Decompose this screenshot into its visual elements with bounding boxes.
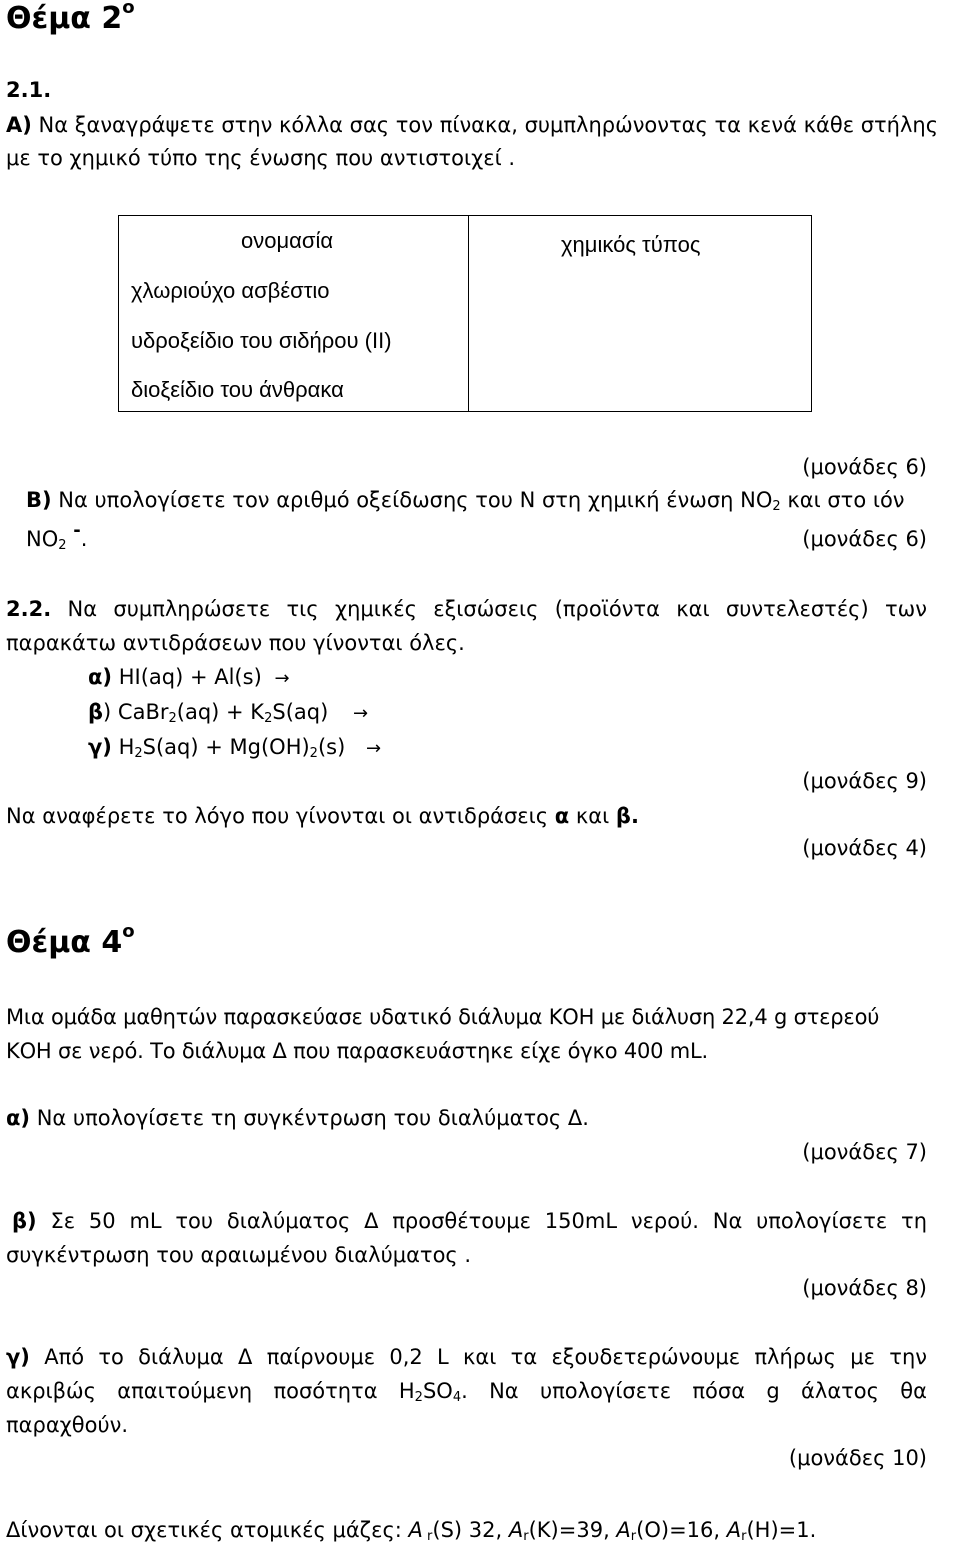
reaction-b-paren: ) — [103, 700, 112, 724]
reaction-a-label: α) — [88, 665, 113, 689]
qc-points: (μονάδες 10) — [788, 1446, 927, 1470]
reaction-a — [88, 665, 290, 690]
q22-line2: παρακάτω αντιδράσεων που γίνονται όλες. — [6, 631, 465, 655]
given-text: Δίνονται οι σχετικές ατομικές μάζες: — [6, 1518, 409, 1542]
table-row-name: υδροξείδιο του σιδήρου (ΙΙ) — [131, 328, 392, 353]
topic4-title — [6, 921, 135, 961]
given-r3: r — [630, 1529, 637, 1544]
reaction-c — [88, 735, 381, 760]
reaction-b-part2: (aq) + K — [176, 700, 265, 724]
q21-B-text: Να υπολογίσετε τον αριθμό οξείδωσης του Ν στη χημική ένωση ΝΟ — [58, 488, 773, 512]
topic4-intro-line1: Μια ομάδα μαθητών παρασκεύασε υδατικό διάλυμα ΚΟΗ με διάλυση 22,4 g στερεού — [6, 1005, 880, 1029]
reaction-b-sub1: 2 — [168, 711, 177, 726]
qc-line2-part2: SO — [422, 1379, 453, 1403]
topic2-title-sup: ο — [122, 0, 135, 18]
qc-line1 — [6, 1345, 927, 1369]
q22-number: 2.2. — [6, 597, 52, 621]
reaction-c-sub1: 2 — [134, 746, 143, 761]
given-A1: A — [408, 1518, 423, 1542]
qb-text1: Σε 50 mL του διαλύματος Δ προσθέτουμε 150mL νερού. Να υπολογίσετε τη — [36, 1209, 927, 1233]
qc-line2-part3: . Να υπολογίσετε πόσα g άλατος θα — [461, 1379, 928, 1403]
q21-B-ion: ΝΟ — [26, 527, 59, 551]
qc-line2 — [6, 1379, 927, 1403]
reaction-b — [88, 700, 368, 725]
q22-line1 — [6, 597, 927, 621]
q21-B-ion-charge: - — [73, 520, 81, 541]
qc-line2-sub1: 2 — [414, 1390, 423, 1405]
qa-line — [6, 1106, 589, 1130]
given-r4: r — [741, 1529, 747, 1544]
compound-table — [118, 215, 812, 412]
given-r1: r — [422, 1529, 433, 1544]
reaction-b-part1: CaBr — [111, 700, 169, 724]
q22-reason-text: Να αναφέρετε το λόγο που γίνονται οι αντιδράσεις — [6, 804, 549, 828]
given-masses — [6, 1518, 816, 1542]
reaction-a-text: HI(aq) + Al(s) — [118, 665, 262, 689]
topic4-title-text: Θέμα 4 — [6, 925, 123, 960]
qb-line1 — [12, 1209, 927, 1233]
q21-A-line2: με το χημικό τύπο της ένωσης που αντιστοιχεί . — [6, 146, 516, 170]
qc-text1: Από το διάλυμα Δ παίρνουμε 0,2 L και τα εξουδετερώνουμε πλήρως με την — [29, 1345, 927, 1369]
given-v2: (K)=39, — [528, 1518, 617, 1542]
q22-points1: (μονάδες 9) — [802, 769, 927, 793]
q22-reason-a: α — [554, 804, 570, 828]
reaction-b-label: β — [88, 700, 104, 724]
qa-text: Να υπολογίσετε τη συγκέντρωση του διαλύματος Δ. — [30, 1106, 589, 1130]
reaction-c-part2: S(aq) + Mg(OH) — [142, 735, 310, 759]
given-v1: (S) 32, — [432, 1518, 509, 1542]
q22-points2: (μονάδες 4) — [802, 836, 927, 860]
given-A4: A — [726, 1518, 742, 1542]
q21-A-label: Α) — [6, 113, 32, 137]
q21-B-end: . — [80, 527, 88, 551]
topic2-title — [6, 2, 135, 37]
given-A2: A — [508, 1518, 524, 1542]
given-A3: A — [616, 1518, 631, 1542]
qa-points: (μονάδες 7) — [802, 1140, 927, 1164]
qb-points: (μονάδες 8) — [802, 1276, 927, 1300]
q21-B-text2: και στο ιόν — [787, 488, 905, 512]
reaction-c-label: γ) — [88, 735, 112, 759]
table-header-formula: χημικός τύπος — [561, 232, 701, 257]
qa-label: α) — [6, 1106, 31, 1130]
qc-line3: παραχθούν. — [6, 1413, 129, 1437]
q21-A-points: (μονάδες 6) — [802, 455, 927, 479]
q21-B-line2 — [26, 520, 88, 553]
q21-A-line1 — [6, 113, 938, 137]
q21-B-sub: 2 — [772, 499, 781, 514]
q21-B-label: Β) — [26, 488, 52, 512]
qc-label: γ) — [6, 1345, 30, 1369]
topic4-intro-line2: ΚΟΗ σε νερό. Το διάλυμα Δ που παρασκευάστηκε είχε όγκο 400 mL. — [6, 1039, 709, 1063]
arrow-icon: → — [365, 738, 382, 759]
qc-line2-part1: ακριβώς απαιτούμενη ποσότητα H — [6, 1379, 415, 1403]
reaction-c-part1: H — [111, 735, 135, 759]
table-row-name: χλωριούχο ασβέστιο — [131, 278, 330, 303]
q22-reason — [6, 804, 639, 828]
q21-B-points: (μονάδες 6) — [802, 527, 927, 551]
q21-A-text1: Να ξαναγράψετε στην κόλλα σας τον πίνακα, συμπληρώνοντας τα κενά κάθε στήλης — [38, 113, 939, 137]
reaction-c-sub2: 2 — [309, 746, 318, 761]
arrow-icon: → — [274, 668, 290, 689]
q22-reason-b: β. — [615, 804, 639, 828]
qc-line2-sub2: 4 — [452, 1390, 462, 1405]
qb-line2: συγκέντρωση του αραιωμένου διαλύματος . — [6, 1243, 472, 1267]
topic4-title-sup: ο — [122, 921, 135, 942]
q21-B-line1 — [26, 488, 905, 512]
arrow-icon: → — [352, 703, 369, 724]
q21-number: 2.1. — [6, 78, 52, 102]
table-column-divider — [468, 216, 469, 411]
given-v3: (O)=16, — [636, 1518, 727, 1542]
reaction-b-sub2: 2 — [264, 711, 273, 726]
given-r2: r — [523, 1529, 529, 1544]
qb-label: β) — [12, 1209, 37, 1233]
q22-reason-and: και — [575, 804, 610, 828]
reaction-b-part3: S(aq) — [272, 700, 329, 724]
table-header-name: ονομασία — [241, 228, 334, 253]
q22-text1: Να συμπληρώσετε τις χημικές εξισώσεις (προϊόντα και συντελεστές) των — [67, 597, 927, 621]
table-row-name: διοξείδιο του άνθρακα — [131, 377, 344, 402]
reaction-c-part3: (s) — [317, 735, 346, 759]
q21-B-ion-sub: 2 — [58, 538, 67, 553]
topic2-title-text: Θέμα 2 — [6, 1, 123, 36]
given-v4: (H)=1. — [746, 1518, 817, 1542]
